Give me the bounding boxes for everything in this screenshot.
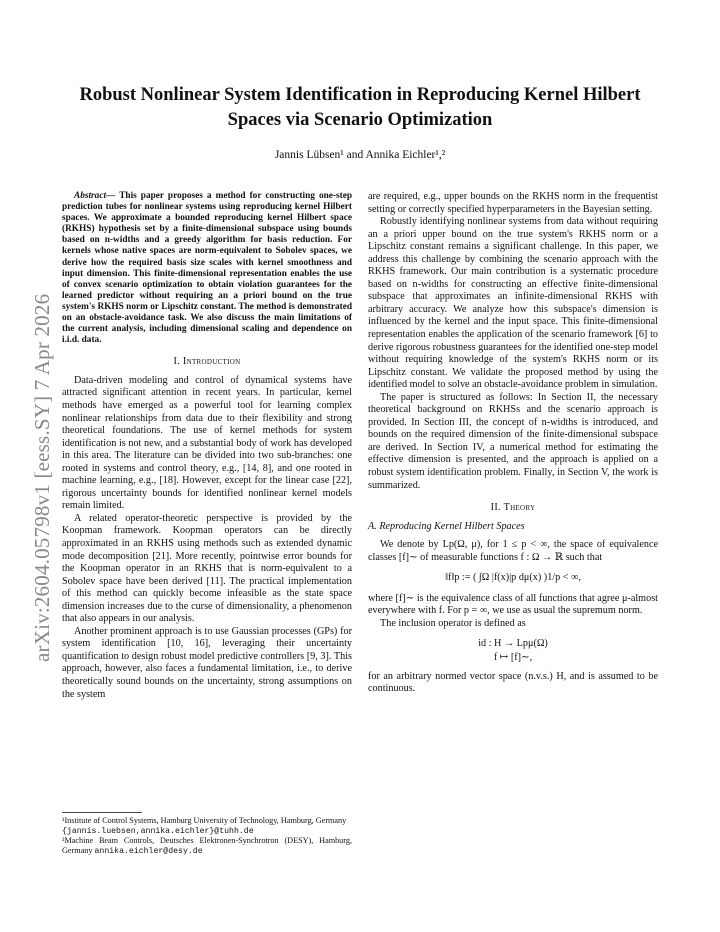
footnote-email-2[interactable]: annika.eichler@desy.de [94, 846, 203, 856]
footnote-email-1[interactable]: {jannis.luebsen,annika.eichler}@tuhh.de [62, 826, 254, 836]
subsection-heading-rkhs: A. Reproducing Kernel Hilbert Spaces [368, 520, 525, 532]
paper-title: Robust Nonlinear System Identification in Reproducing Kernel Hilbert Spaces via Scenario Optimization [79, 85, 641, 130]
theory-paragraph-4: for an arbitrary normed vector space (n.v.s.) H, and is assumed to be continuous. [368, 670, 658, 695]
paper-authors: Jannis Lübsen¹ and Annika Eichler¹,² [274, 149, 446, 161]
arxiv-identifier: arXiv:2604.05798v1 [eess.SY] 7 Apr 2026 [30, 293, 54, 662]
theory-paragraph-3: The inclusion operator is defined as [380, 617, 526, 629]
intro-paragraph-1: Data-driven modeling and control of dynamical systems have attracted significant attention in recent years. In particular, kernel methods have emerged as a powerful tool for learning complex nonlinear relationships from data due to their flexibility and strong theoretical foundations. The use of kernel methods for system identification is not new, and a substantial body of work has developed in this area. The literature can be divided into two sub-branches: one rooted in systems and control theory, e.g., [14, 8], and one rooted in machine learning, e.g., [18]. However, except for the linear case [22], rigorous uncertainty bounds for identified nonlinear kernel models remain limited. [62, 374, 352, 512]
section-heading-theory: II. Theory [490, 502, 536, 514]
left-column [62, 191, 352, 701]
abstract: Abstract— This paper proposes a method for constructing one-step prediction tubes for nonlinear systems using reproducing kernel Hilbert spaces. We approximate a bounded reproducing kernel Hilbert space (RKHS) hypothesis set by a finite-dimensional subspace using bounds based on n-widths and a greedy algorithm for basis reduction. For kernels whose native spaces are norm-equivalent to Sobolev spaces, we derive how the required basis size scales with kernel smoothness and input dimension. This finite-dimensional representation enables the use of convex scenario optimization to obtain violation guarantees for the learned predictor without requiring an a priori bound on the true system's RKHS norm or Lipschitz constant. The method is demonstrated on an obstacle-avoidance task. We also discuss the main limitations of the current analysis, including dimensional scaling and dependence on i.i.d. data. [62, 191, 352, 346]
intro-paragraph-4: Robustly identifying nonlinear systems from data without requiring an a priori upper bound on the true system's RKHS norm or a Lipschitz constant remains a significant challenge. In this paper, we address this challenge by combining the scenario approach with the RKHS framework. Our main contribution is a systematic procedure based on n-widths for constructing an effective finite-dimensional subspace that approximates an infinite-dimensional RKHS with arbitrary accuracy. We analyze how this subspace's dimension is influenced by the kernel and the input space. This finite-dimensional representation enables the application of the scenario framework [6] to derive rigorous robustness guarantees for the identified one-step model without requiring knowledge of the system's RKHS norm or its Lipschitz constant. We validate the proposed method by using the identified model to solve an obstacle-avoidance problem in simulation. [368, 216, 658, 391]
equation-line-1: id : H → Lpμ(Ω) [478, 637, 548, 649]
theory-paragraph-1: We denote by Lp(Ω, μ), for 1 ≤ p < ∞, the space of equivalence classes [f]∼ of measurable functions f : Ω → ℝ such that [368, 539, 658, 563]
footnote-rule [62, 812, 142, 813]
abstract-text: This paper proposes a method for constructing one-step prediction tubes for nonlinear systems using reproducing kernel Hilbert spaces. We approximate a bounded reproducing kernel Hilbert space (RKHS) hypothesis set by a finite-dimensional subspace using bounds based on n-widths and a greedy algorithm for basis reduction. For kernels whose native spaces are norm-equivalent to Sobolev spaces, we derive how the required basis size scales with kernel smoothness and input dimension. This finite-dimensional representation enables the use of convex scenario optimization to obtain violation guarantees for the learned predictor without requiring an a priori bound on the true system's RKHS norm or Lipschitz constant. The method is demonstrated on an obstacle-avoidance task. We also discuss the main limitations of the current analysis, including dimensional scaling and dependence on i.i.d. data. [62, 191, 352, 346]
footnote-affiliation-2: ²Machine Beam Controls, Deutsches Elektronen-Synchrotron (DESY), Hamburg, Germany annika.eichler@desy.de [62, 836, 352, 856]
theory-paragraph-2: where [f]∼ is the equivalence class of all functions that agree μ-almost everywhere with f. For p = ∞, we use as usual the supremum norm. [368, 592, 658, 617]
intro-paragraph-5: The paper is structured as follows: In Section II, the necessary theoretical background on RKHSs and the scenario approach is provided. In Section III, the concept of n-widths is introduced, and bounds on the required dimension of the finite-dimensional subspace are derived. In Section IV, a numerical method for estimating the effective dimension is presented, and the approach is applied on a robust system identification problem. Finally, in Section V, the work is summarized. [368, 391, 658, 491]
equation-lp-norm: ‖f‖p := ( ∫Ω |f(x)|p dμ(x) )1/p < ∞, [445, 572, 581, 584]
equation-line-2: f ↦ [f]∼, [493, 651, 533, 663]
right-column [368, 191, 658, 696]
intro-paragraph-3: Another prominent approach is to use Gaussian processes (GPs) for system identification [10, 16], leveraging their uncertainty quantification to design robust model predictive controllers [9, 3]. This approach, however, also faces a fundamental limitation, i.e., to derive theoretically sound bounds on the uncertainty, strong assumptions on the system [62, 625, 352, 700]
footnote-affiliation-1: ¹Institute of Control Systems, Hamburg University of Technology, Hamburg, Germany {jannis.luebsen,annika.eichler}@tuhh.de [62, 816, 347, 836]
section-heading-introduction: I. Introduction [173, 356, 241, 368]
footnotes [62, 812, 352, 856]
abstract-label: Abstract [74, 191, 107, 201]
intro-paragraph-2: A related operator-theoretic perspective is provided by the Koopman framework. Koopman operators can be directly approximated in an RKHS using methods such as extended dynamic mode decomposition [21]. More recently, pointwise error bounds for the Koopman operator in an RKHS that is norm-equivalent to a Sobolev space have been derived [11]. The practical implementation of this method can quickly become infeasible as the state space dimension increases due to the curse of dimensionality, a phenomenon that also appears in our analysis. [62, 512, 352, 625]
equation-inclusion-operator [368, 637, 658, 665]
intro-paragraph-3-continued: are required, e.g., upper bounds on the RKHS norm in the frequentist setting or correctly specified hyperparameters in the Bayesian setting. [368, 191, 658, 215]
